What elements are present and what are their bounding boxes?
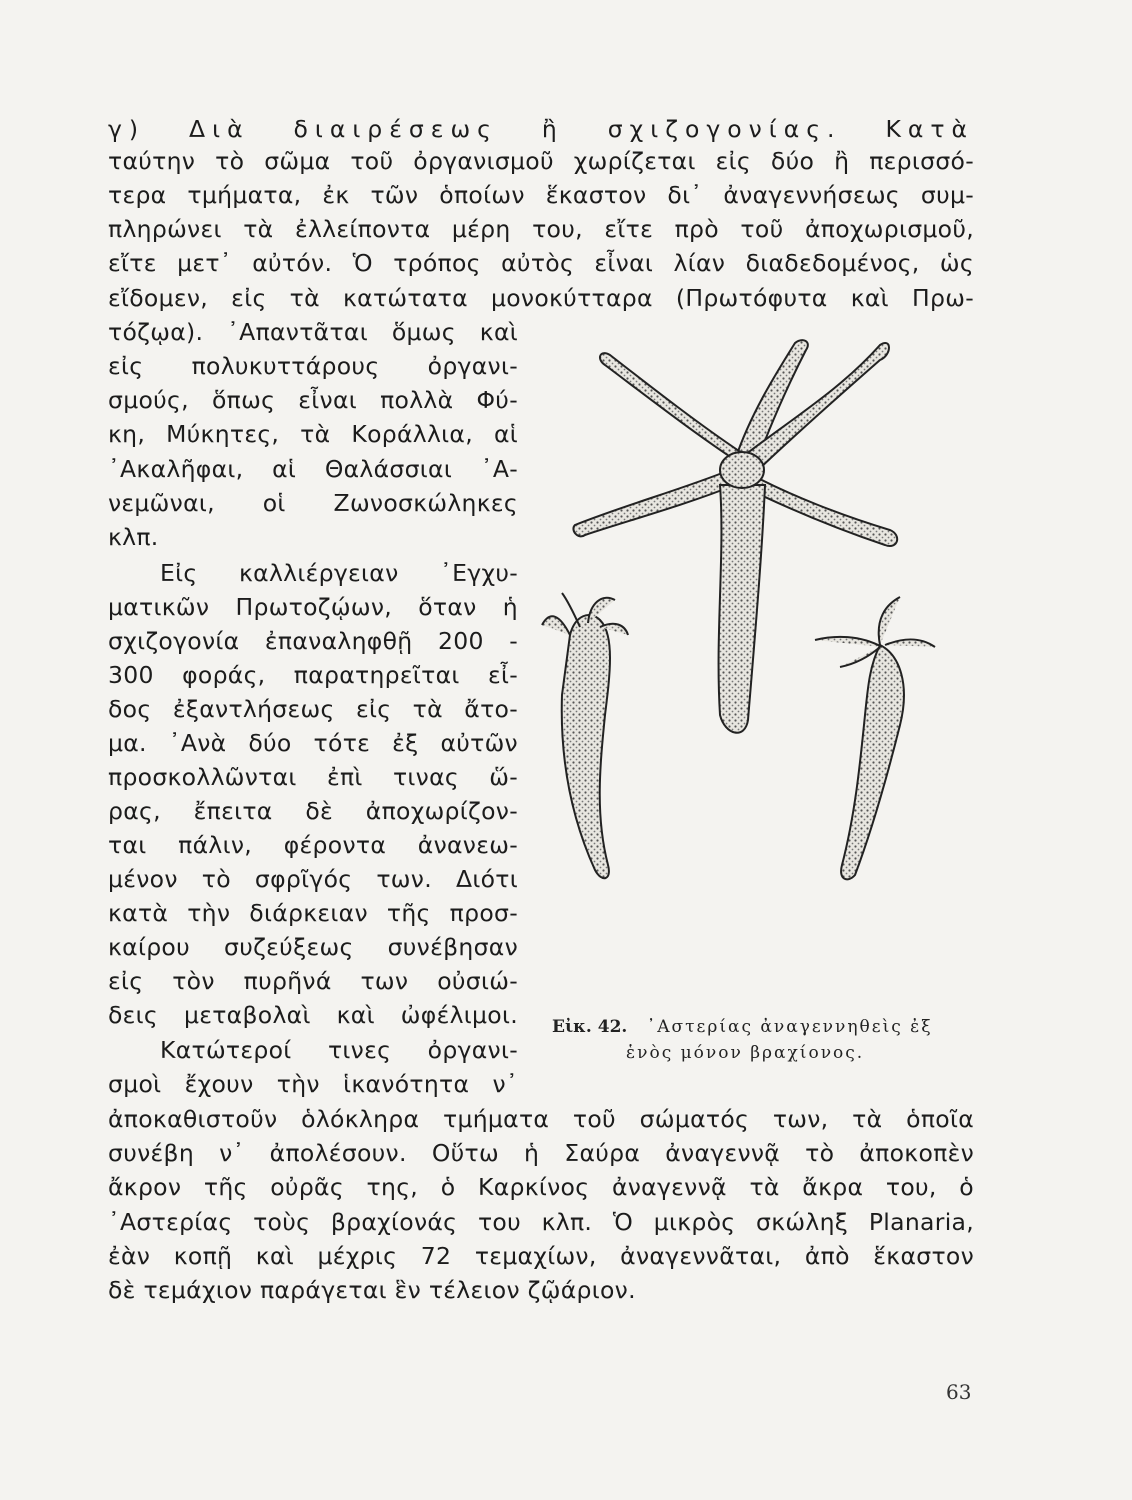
- text-line: μα. ᾿Ανὰ δύο τότε ἐξ αὐτῶν: [108, 729, 518, 757]
- left-regenerating-arm-illustration: [542, 593, 628, 878]
- text-line: εἴτε μετ᾽ αὐτόν. Ὁ τρόπος αὐτὸς εἶναι λίαν διαδεδομένος, ὡς: [108, 249, 974, 277]
- text-line: ρας, ἔπειτα δὲ ἀποχωρίζον-: [108, 797, 518, 825]
- figure-caption: [552, 1015, 933, 1039]
- text-line: ᾿Ακαλῆφαι, αἱ Θαλάσσιαι ᾿Α-: [108, 455, 518, 483]
- figure-caption-line-2: ἑνὸς μόνον βραχίονος.: [626, 1043, 865, 1063]
- text-line: σμοὶ ἔχουν τὴν ἱκανότητα ν᾽: [108, 1070, 518, 1098]
- text-line: Εἰς καλλιέργειαν ᾿Εγχυ-: [160, 559, 518, 587]
- text-line: κατὰ τὴν διάρκειαν τῆς προσ-: [108, 899, 518, 927]
- text-line: Κατώτεροί τινες ὀργανι-: [160, 1036, 518, 1064]
- text-line: δος ἐξαντλήσεως εἰς τὰ ἄτο-: [108, 695, 518, 723]
- text-line: τόζῳα). ᾿Απαντᾶται ὅμως καὶ: [108, 318, 518, 346]
- text-line: εἰς τὸν πυρῆνά των οὐσιώ-: [108, 967, 518, 995]
- caption-label: Εἰκ. 42.: [552, 1017, 628, 1037]
- text-line: τερα τμήματα, ἐκ τῶν ὁποίων ἕκαστον δι᾽ ἀναγεννήσεως συμ-: [108, 181, 974, 209]
- text-line: κη, Μύκητες, τὰ Κοράλλια, αἱ: [108, 420, 518, 448]
- text-line: ται πάλιν, φέροντα ἀνανεω-: [108, 831, 518, 859]
- large-starfish-illustration: [573, 340, 897, 733]
- text-line: κλπ.: [108, 523, 159, 551]
- text-line: δὲ τεμάχιον παράγεται ἓν τέλειον ζῷάριον.: [108, 1276, 636, 1304]
- text-line: πληρώνει τὰ ἐλλείποντα μέρη του, εἴτε πρὸ τοῦ ἀποχωρισμοῦ,: [108, 215, 974, 243]
- page-number: 63: [946, 1380, 972, 1404]
- text-line: σμούς, ὅπως εἶναι πολλὰ Φύ-: [108, 386, 518, 414]
- text-line: δεις μεταβολαὶ καὶ ὠφέλιμοι.: [108, 1001, 518, 1029]
- right-regenerating-arm-illustration: [815, 597, 935, 879]
- text-line: ἐὰν κοπῇ καὶ μέχρις 72 τεμαχίων, ἀναγεννᾶται, ἀπὸ ἕκαστον: [108, 1242, 974, 1270]
- text-line: ἄκρον τῆς οὐρᾶς της, ὁ Καρκίνος ἀναγεννᾷ τὰ ἄκρα του, ὁ: [108, 1173, 974, 1201]
- text-line: νεμῶναι, οἱ Ζωνοσκώληκες: [108, 489, 518, 517]
- text-line: μένον τὸ σφρῖγός των. Διότι: [108, 865, 518, 893]
- text-line: εἰς πολυκυττάρους ὀργανι-: [108, 352, 518, 380]
- text-line: σχιζογονία ἐπαναληφθῇ 200 -: [108, 627, 518, 655]
- caption-text: ᾿Αστερίας ἀναγεννηθεὶς ἐξ: [646, 1017, 933, 1037]
- text-line: ᾿Αστερίας τοὺς βραχίονάς του κλπ. Ὁ μικρὸς σκώληξ Planaria,: [108, 1208, 974, 1236]
- text-line: 300 φοράς, παρατηρεῖται εἶ-: [108, 661, 518, 689]
- text-line: ματικῶν Πρωτοζῴων, ὅταν ἡ: [108, 593, 518, 621]
- text-line: ταύτην τὸ σῶμα τοῦ ὀργανισμοῦ χωρίζεται εἰς δύο ἢ περισσό-: [108, 147, 974, 175]
- text-line: καίρου συζεύξεως συνέβησαν: [108, 933, 518, 961]
- text-line: εἴδομεν, εἰς τὰ κατώτατα μονοκύτταρα (Πρωτόφυτα καὶ Πρω-: [108, 284, 974, 312]
- text-line: συνέβη ν᾽ ἀπολέσουν. Οὕτω ἡ Σαύρα ἀναγεννᾷ τὸ ἀποκοπὲν: [108, 1139, 974, 1167]
- text-line: ἀποκαθιστοῦν ὁλόκληρα τμήματα τοῦ σώματός των, τὰ ὁποῖα: [108, 1105, 974, 1133]
- text-line: γ) Διὰ διαιρέσεως ἢ σχιζογονίας. Κατὰ: [108, 115, 974, 143]
- text-line: προσκολλῶνται ἐπὶ τινας ὥ-: [108, 763, 518, 791]
- starfish-figure: [530, 335, 950, 1000]
